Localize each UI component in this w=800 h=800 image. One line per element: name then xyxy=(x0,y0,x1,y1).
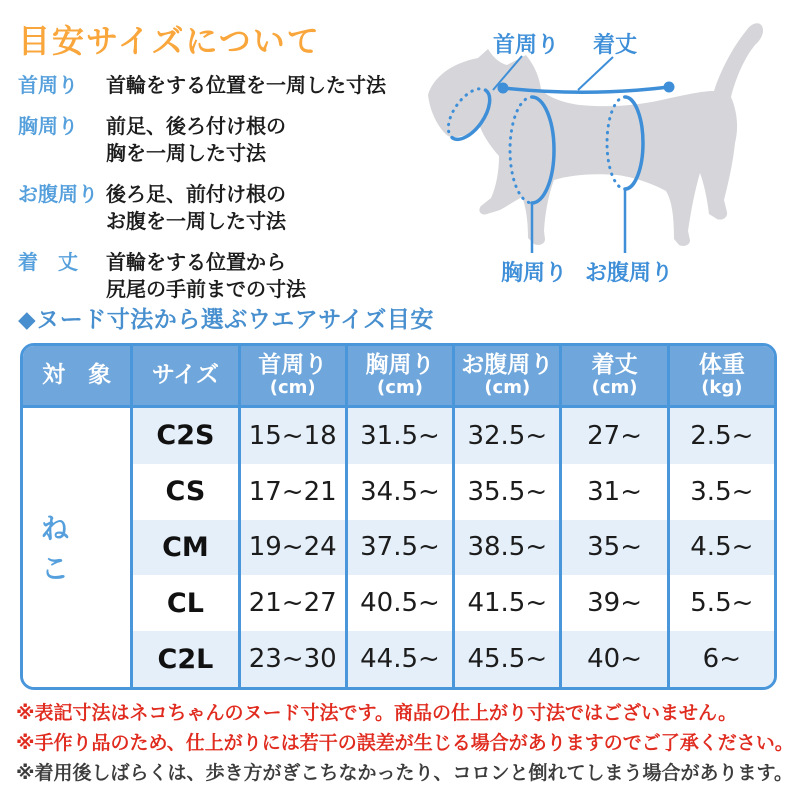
definition-belly xyxy=(18,181,404,235)
definition-desc-line: 尻尾の手前までの寸法 xyxy=(106,277,306,301)
header-cell-target xyxy=(23,346,130,408)
header-cell-belly xyxy=(452,346,559,408)
weight-cell: 6~ xyxy=(667,631,774,687)
definition-chest xyxy=(18,113,404,167)
target-cell: ねこ xyxy=(23,408,130,687)
definition-desc-line: 前足、後ろ付け根の xyxy=(106,114,286,138)
header-cell-size xyxy=(130,346,237,408)
definition-term: 首周り xyxy=(18,73,78,97)
footnotes xyxy=(16,698,794,788)
definition-term: 着 丈 xyxy=(18,250,78,274)
header-unit: (cm) xyxy=(591,377,638,398)
definition-desc-line: 後ろ足、前付け根の xyxy=(106,182,286,206)
header-unit: (cm) xyxy=(269,377,316,398)
definition-desc-line: 首輪をする位置から xyxy=(106,250,286,274)
length-label-leader-line xyxy=(578,57,613,90)
page-title: 目安サイズについて xyxy=(18,22,321,60)
definition-desc xyxy=(106,72,386,99)
size-cell: C2S xyxy=(130,408,237,464)
weight-cell: 5.5~ xyxy=(667,575,774,631)
length-cell: 39~ xyxy=(559,575,666,631)
size-cell: CS xyxy=(130,464,237,520)
header-label: お腹周り xyxy=(461,352,554,378)
length-cell: 40~ xyxy=(559,631,666,687)
chest-cell: 37.5~ xyxy=(345,520,452,576)
header-cell-weight xyxy=(667,346,774,408)
size-table xyxy=(20,343,777,690)
definition-neck xyxy=(18,72,404,99)
header-label: 対 象 xyxy=(42,362,112,388)
size-cell: C2L xyxy=(130,631,237,687)
chest-cell: 34.5~ xyxy=(345,464,452,520)
definition-term: お腹周り xyxy=(18,182,98,206)
weight-cell: 4.5~ xyxy=(667,520,774,576)
size-cell: CL xyxy=(130,575,237,631)
chest-cell: 31.5~ xyxy=(345,408,452,464)
size-cell: CM xyxy=(130,520,237,576)
definition-desc-line: 首輪をする位置を一周した寸法 xyxy=(106,73,386,97)
belly-cell: 32.5~ xyxy=(452,408,559,464)
header-label: 胸周り xyxy=(365,352,435,378)
neck-cell: 15~18 xyxy=(238,408,345,464)
length-cell: 31~ xyxy=(559,464,666,520)
chest-cell: 44.5~ xyxy=(345,631,452,687)
length-cell: 27~ xyxy=(559,408,666,464)
neck-cell: 17~21 xyxy=(238,464,345,520)
header-unit: (cm) xyxy=(484,377,531,398)
length-cell: 35~ xyxy=(559,520,666,576)
diagram-neck-label: 首周り xyxy=(493,33,560,58)
note-line: ※着用後しばらくは、歩き方がぎこちなかったり、コロンと倒れてしまう場合があります。 xyxy=(16,762,793,784)
belly-cell: 45.5~ xyxy=(452,631,559,687)
cat-measurement-diagram xyxy=(395,0,800,300)
header-cell-length xyxy=(559,346,666,408)
measurement-definitions xyxy=(18,72,404,317)
table-section-heading: ◆ヌード寸法から選ぶウエアサイズ目安 xyxy=(18,307,434,333)
header-label: 着丈 xyxy=(591,352,638,378)
header-label: 体重 xyxy=(698,352,745,378)
definition-desc-line: 胸を一周した寸法 xyxy=(106,141,266,165)
diagram-belly-label: お腹周り xyxy=(585,261,674,286)
neck-cell: 19~24 xyxy=(238,520,345,576)
header-cell-chest xyxy=(345,346,452,408)
header-label: サイズ xyxy=(151,362,219,388)
header-unit: (kg) xyxy=(701,377,743,398)
header-unit: (cm) xyxy=(377,377,423,398)
belly-cell: 41.5~ xyxy=(452,575,559,631)
neck-cell: 21~27 xyxy=(238,575,345,631)
definition-length xyxy=(18,249,404,303)
header-label: 首周り xyxy=(258,352,328,378)
definition-desc xyxy=(106,113,286,167)
definition-desc xyxy=(106,181,286,235)
definition-desc xyxy=(106,249,306,303)
header-cell-neck xyxy=(238,346,345,408)
note-line: ※手作り品のため、仕上がりには若干の誤差が生じる場合がありますのでご了承ください。 xyxy=(16,732,794,754)
chest-cell: 40.5~ xyxy=(345,575,452,631)
diagram-chest-label: 胸周り xyxy=(501,261,568,286)
weight-cell: 2.5~ xyxy=(667,408,774,464)
definition-desc-line: お腹を一周した寸法 xyxy=(106,209,286,233)
weight-cell: 3.5~ xyxy=(667,464,774,520)
note-line: ※表記寸法はネコちゃんのヌード寸法です。商品の仕上がり寸法ではございません。 xyxy=(16,702,738,724)
belly-cell: 35.5~ xyxy=(452,464,559,520)
neck-cell: 23~30 xyxy=(238,631,345,687)
definition-term: 胸周り xyxy=(18,114,78,138)
belly-cell: 38.5~ xyxy=(452,520,559,576)
diagram-length-label: 着丈 xyxy=(593,33,638,58)
